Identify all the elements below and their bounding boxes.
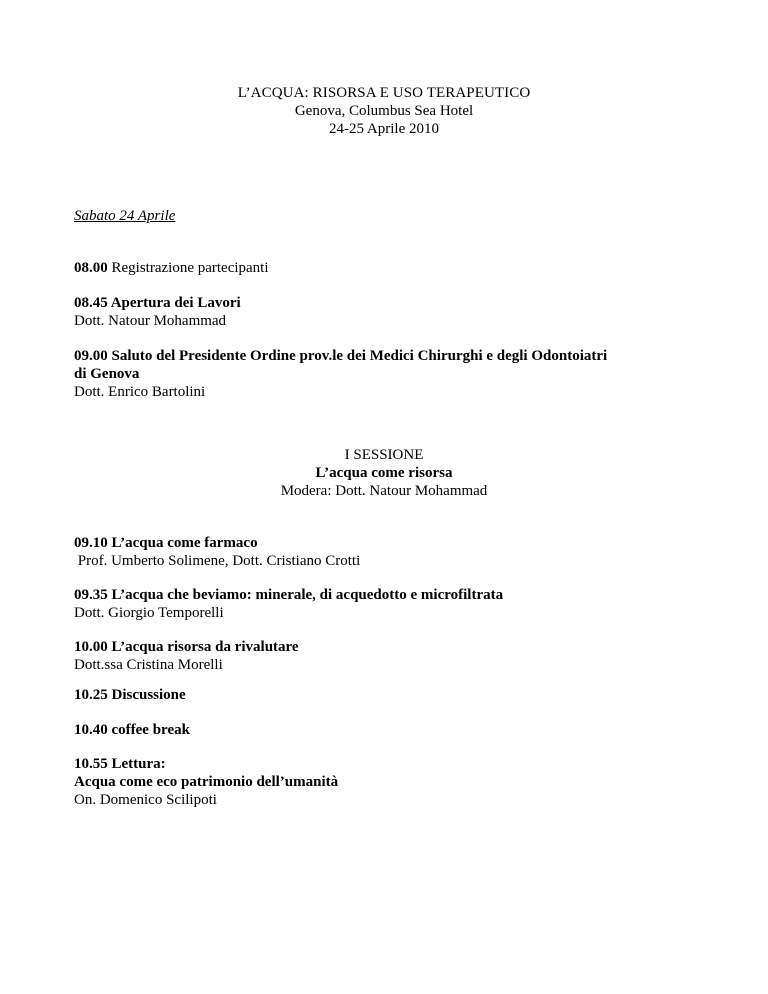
item-time: 09.10 — [74, 535, 112, 551]
item-time: 10.00 — [74, 639, 112, 655]
item-speaker: Dott.ssa Cristina Morelli — [74, 657, 223, 673]
item-title: L’acqua come farmaco — [111, 535, 258, 551]
event-venue: Genova, Columbus Sea Hotel — [294, 103, 474, 119]
item-lecture-title: Acqua come eco patrimonio dell’umanità — [74, 774, 339, 790]
session-name: I SESSIONE — [344, 447, 424, 463]
item-time: 09.35 — [74, 587, 112, 603]
item-title: L’acqua che beviamo: minerale, di acquedotto e microfiltrata — [111, 587, 504, 603]
program-item — [74, 534, 694, 570]
item-title: L’acqua risorsa da rivalutare — [111, 639, 299, 655]
item-speaker: Dott. Enrico Bartolini — [74, 384, 206, 400]
item-speaker: On. Domenico Scilipoti — [74, 792, 217, 808]
program-item — [74, 259, 694, 277]
session-subtitle: L’acqua come risorsa — [315, 465, 453, 481]
item-title: Registrazione partecipanti — [111, 260, 269, 276]
session-moderator: Modera: Dott. Natour Mohammad — [280, 483, 488, 499]
item-title: Lettura: — [111, 756, 166, 772]
item-title: Discussione — [111, 687, 186, 703]
document-header — [0, 84, 768, 138]
item-time: 10.55 — [74, 756, 112, 772]
event-title: L’ACQUA: RISORSA E USO TERAPEUTICO — [237, 85, 531, 101]
program-item — [74, 294, 694, 330]
day-label: Sabato 24 Aprile — [74, 208, 176, 224]
item-time: 10.25 — [74, 687, 112, 703]
event-dates: 24-25 Aprile 2010 — [329, 121, 439, 137]
program-item — [74, 755, 694, 809]
item-title: Saluto del Presidente Ordine prov.le dei Medici Chirurghi e degli Odontoiatri di Genova — [74, 348, 608, 382]
item-time: 09.00 — [74, 348, 112, 364]
program-item — [74, 347, 614, 401]
item-speaker: Dott. Giorgio Temporelli — [74, 605, 224, 621]
program-item — [74, 686, 694, 704]
item-speaker: Dott. Natour Mohammad — [74, 313, 227, 329]
item-time: 10.40 — [74, 722, 112, 738]
item-title: Apertura dei Lavori — [110, 295, 241, 311]
item-speaker: Prof. Umberto Solimene, Dott. Cristiano Crotti — [74, 553, 361, 569]
program-item — [74, 586, 694, 622]
session-heading — [0, 446, 768, 500]
item-title: coffee break — [111, 722, 190, 738]
item-time: 08.45 — [74, 295, 111, 311]
program-item — [74, 638, 694, 674]
item-time: 08.00 — [74, 260, 112, 276]
program-item — [74, 721, 694, 739]
